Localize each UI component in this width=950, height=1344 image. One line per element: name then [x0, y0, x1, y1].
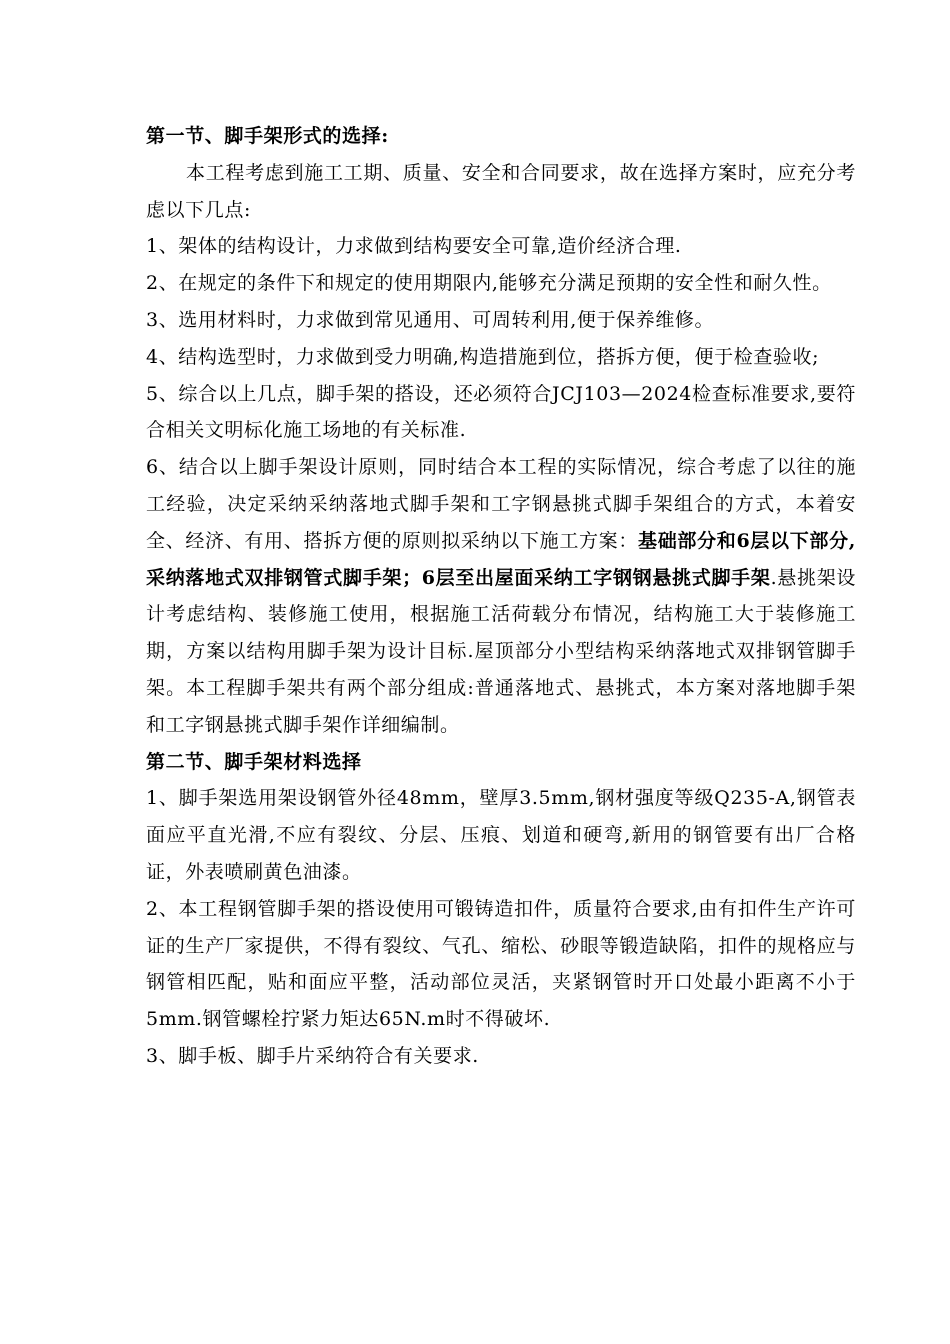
section-1-heading: 第一节、脚手架形式的选择: [146, 125, 389, 147]
section-1-item-1: 1、架体的结构设计，力求做到结构要安全可靠,造价经济合理. [146, 235, 682, 258]
section-1-item-6 [146, 449, 856, 743]
section-2-item-3: 3、脚手板、脚手片采纳符合有关要求. [146, 1044, 479, 1067]
section-1-item-2: 2、在规定的条件下和规定的使用期限内,能够充分满足预期的安全性和耐久性。 [146, 272, 832, 295]
section-1-item-5: 5、综合以上几点，脚手架的搭设，还必须符合JCJ103—2024检查标准要求,要符合相关文明标化施工场地的有关标准. [146, 382, 856, 442]
item-6-bold-plan: 基础部分和6层以下部分,采纳落地式双排钢管式脚手架；6层至出屋面采纳工字钢钢悬挑式脚手架 [146, 529, 856, 589]
section-1-intro: 本工程考虑到施工工期、质量、安全和合同要求，故在选择方案时，应充分考虑以下几点: [146, 161, 856, 221]
item-6-text: 6、结合以上脚手架设计原则，同时结合本工程的实际情况，综合考虑了以往的施工经验，决定采纳采纳落地式脚手架和工字钢悬挑式脚手架组合的方式，本着安全、经济、有用、搭拆方便的原则拟采纳以下施工方案： [146, 456, 856, 552]
item-6-text-continued: .悬挑架设计考虑结构、装修施工使用，根据施工活荷载分布情况，结构施工大于装修施工期，方案以结构用脚手架为设计目标.屋顶部分小型结构采纳落地式双排钢管脚手架。本工程脚手架共有两个部分组成:普通落地式、悬挑式，本方案对落地脚手架和工字钢悬挑式脚手架作详细编制。 [146, 566, 857, 736]
section-2-item-1: 1、脚手架选用架设钢管外径48mm，壁厚3.5mm,钢材强度等级Q235-A,钢管表面应平直光滑,不应有裂纹、分层、压痕、划道和硬弯,新用的钢管要有出厂合格证，外表喷刷黄色油漆。 [146, 787, 856, 883]
section-1-item-4: 4、结构选型时，力求做到受力明确,构造措施到位，搭拆方便，便于检查验收; [146, 345, 820, 368]
document-body [146, 118, 856, 1075]
section-2-heading: 第二节、脚手架材料选择 [146, 750, 362, 773]
section-2-item-2: 2、本工程钢管脚手架的搭设使用可锻铸造扣件，质量符合要求,由有扣件生产许可证的生产厂家提供，不得有裂纹、气孔、缩松、砂眼等锻造缺陷，扣件的规格应与钢管相匹配，贴和面应平整，活动部位灵活，夹紧钢管时开口处最小距离不小于5mm.钢管螺栓拧紧力矩达65N.m时不得破坏. [146, 897, 856, 1031]
section-1-item-3: 3、选用材料时，力求做到常见通用、可周转利用,便于保养维修。 [146, 308, 715, 331]
